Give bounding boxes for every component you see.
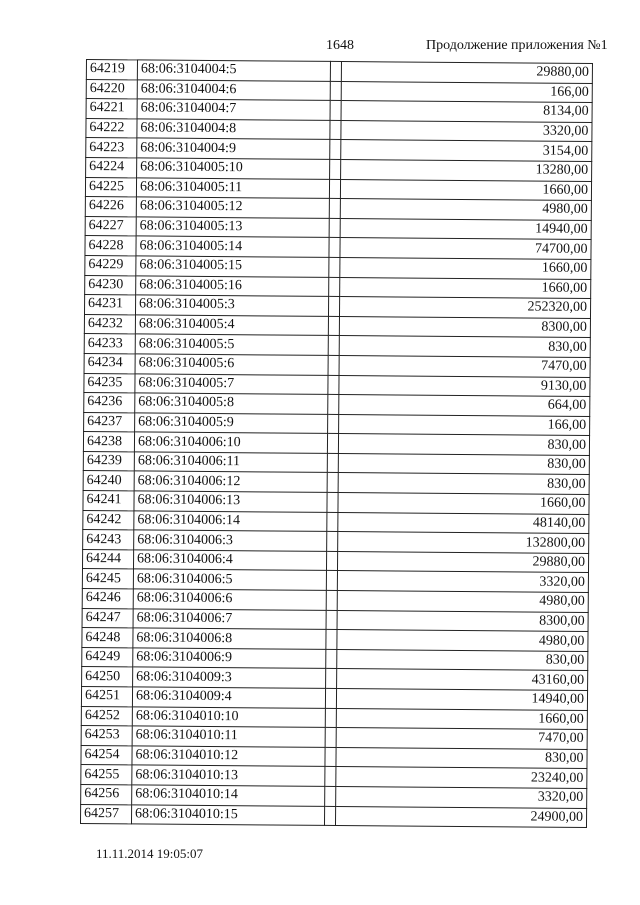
print-timestamp: 11.11.2014 19:05:07 [96, 846, 204, 861]
cadastral-number-cell: 68:06:3104006:7 [133, 609, 326, 630]
cadastral-number-cell: 68:06:3104010:12 [132, 746, 325, 767]
cadastral-number-cell: 68:06:3104005:11 [136, 177, 329, 198]
cadastral-number-cell: 68:06:3104005:10 [137, 158, 330, 179]
value-cell: 29880,00 [341, 62, 592, 84]
cadastral-value-table [80, 59, 593, 828]
cadastral-number-cell: 68:06:3104005:7 [135, 373, 328, 394]
spacer-cell [330, 81, 341, 101]
cadastral-number-cell: 68:06:3104006:8 [133, 628, 326, 649]
value-cell: 23240,00 [336, 767, 587, 789]
value-cell: 74700,00 [340, 238, 591, 260]
row-number-cell: 64257 [80, 804, 131, 824]
spacer-cell [330, 101, 341, 121]
row-number-cell: 64221 [86, 99, 137, 119]
spacer-cell [329, 257, 340, 277]
cadastral-number-cell: 68:06:3104004:5 [137, 60, 330, 81]
cadastral-number-cell: 68:06:3104004:7 [137, 99, 330, 120]
value-cell: 13280,00 [341, 159, 592, 181]
cadastral-number-cell: 68:06:3104006:5 [133, 569, 326, 590]
row-number-cell: 64224 [86, 157, 137, 177]
row-number-cell: 64220 [86, 79, 137, 99]
value-cell: 8300,00 [339, 316, 590, 338]
spacer-cell [327, 512, 338, 532]
spacer-cell [325, 767, 336, 787]
cadastral-number-cell: 68:06:3104005:9 [135, 413, 328, 434]
value-cell: 166,00 [339, 414, 590, 436]
cadastral-number-cell: 68:06:3104004:6 [137, 79, 330, 100]
row-number-cell: 64239 [83, 451, 134, 471]
value-cell: 1660,00 [340, 277, 591, 299]
spacer-cell [328, 316, 339, 336]
spacer-cell [330, 61, 341, 81]
row-number-cell: 64229 [85, 255, 136, 275]
value-cell: 132800,00 [338, 532, 589, 554]
value-cell: 830,00 [336, 747, 587, 769]
spacer-cell [328, 297, 339, 317]
spacer-cell [329, 199, 340, 219]
cadastral-number-cell: 68:06:3104005:5 [135, 334, 328, 355]
row-number-cell: 64230 [85, 275, 136, 295]
appendix-continuation-note: Продолжение приложения №1 [426, 38, 608, 53]
value-cell: 830,00 [338, 434, 589, 456]
spacer-cell [329, 277, 340, 297]
spacer-cell [325, 708, 336, 728]
spacer-cell [327, 434, 338, 454]
cadastral-number-cell: 68:06:3104006:12 [134, 471, 327, 492]
cadastral-number-cell: 68:06:3104006:3 [134, 530, 327, 551]
cadastral-number-cell: 68:06:3104010:14 [132, 785, 325, 806]
spacer-cell [328, 375, 339, 395]
cadastral-number-cell: 68:06:3104004:8 [137, 119, 330, 140]
cadastral-number-cell: 68:06:3104006:13 [134, 491, 327, 512]
spacer-cell [330, 140, 341, 160]
cadastral-number-cell: 68:06:3104005:14 [136, 236, 329, 257]
cadastral-number-cell: 68:06:3104006:4 [133, 550, 326, 571]
row-number-cell: 64255 [81, 765, 132, 785]
cadastral-number-cell: 68:06:3104010:15 [131, 804, 324, 825]
cadastral-number-cell: 68:06:3104009:4 [132, 687, 325, 708]
row-number-cell: 64236 [84, 393, 135, 413]
page-number: 1648 [326, 38, 354, 53]
spacer-cell [326, 669, 337, 689]
value-cell: 29880,00 [337, 551, 588, 573]
cadastral-number-cell: 68:06:3104006:10 [134, 432, 327, 453]
spacer-cell [326, 590, 337, 610]
value-cell: 830,00 [337, 649, 588, 671]
value-cell: 3320,00 [337, 571, 588, 593]
cadastral-number-cell: 68:06:3104005:12 [136, 197, 329, 218]
spacer-cell [327, 532, 338, 552]
value-cell: 1660,00 [338, 493, 589, 515]
spacer-cell [326, 649, 337, 669]
value-cell: 1660,00 [340, 257, 591, 279]
row-number-cell: 64241 [83, 491, 134, 511]
row-number-cell: 64247 [82, 608, 133, 628]
spacer-cell [325, 728, 336, 748]
row-number-cell: 64242 [83, 510, 134, 530]
cadastral-number-cell: 68:06:3104006:6 [133, 589, 326, 610]
row-number-cell: 64223 [86, 138, 137, 158]
value-cell: 166,00 [341, 81, 592, 103]
row-number-cell: 64248 [82, 628, 133, 648]
value-cell: 4980,00 [340, 199, 591, 221]
row-number-cell: 64233 [84, 334, 135, 354]
value-cell: 14940,00 [336, 688, 587, 710]
value-cell: 830,00 [338, 473, 589, 495]
cadastral-number-cell: 68:06:3104010:11 [132, 726, 325, 747]
value-cell: 24900,00 [335, 806, 586, 828]
value-cell: 4980,00 [337, 630, 588, 652]
cadastral-number-cell: 68:06:3104010:10 [132, 706, 325, 727]
spacer-cell [324, 806, 335, 826]
spacer-cell [327, 473, 338, 493]
row-number-cell: 64254 [81, 745, 132, 765]
value-cell: 8134,00 [341, 101, 592, 123]
row-number-cell: 64231 [84, 295, 135, 315]
spacer-cell [328, 414, 339, 434]
spacer-cell [325, 688, 336, 708]
row-number-cell: 64232 [84, 314, 135, 334]
spacer-cell [328, 336, 339, 356]
spacer-cell [327, 453, 338, 473]
cadastral-number-cell: 68:06:3104005:13 [136, 217, 329, 238]
spacer-cell [325, 747, 336, 767]
row-number-cell: 64235 [84, 373, 135, 393]
value-cell: 1660,00 [340, 179, 591, 201]
spacer-cell [330, 159, 341, 179]
row-number-cell: 64225 [85, 177, 136, 197]
value-cell: 7470,00 [336, 728, 587, 750]
row-number-cell: 64234 [84, 353, 135, 373]
value-cell: 830,00 [339, 336, 590, 358]
value-cell: 14940,00 [340, 218, 591, 240]
value-cell: 48140,00 [338, 512, 589, 534]
row-number-cell: 64243 [83, 530, 134, 550]
cadastral-number-cell: 68:06:3104009:3 [133, 667, 326, 688]
row-number-cell: 64240 [83, 471, 134, 491]
cadastral-number-cell: 68:06:3104005:15 [136, 256, 329, 277]
row-number-cell: 64252 [81, 706, 132, 726]
row-number-cell: 64245 [82, 569, 133, 589]
spacer-cell [326, 571, 337, 591]
row-number-cell: 64219 [86, 60, 137, 80]
row-number-cell: 64253 [81, 726, 132, 746]
row-number-cell: 64227 [85, 216, 136, 236]
table-body [80, 60, 592, 828]
cadastral-number-cell: 68:06:3104005:3 [135, 295, 328, 316]
cadastral-number-cell: 68:06:3104005:6 [135, 354, 328, 375]
value-cell: 9130,00 [339, 375, 590, 397]
spacer-cell [330, 120, 341, 140]
spacer-cell [326, 551, 337, 571]
table-row [80, 804, 586, 828]
value-cell: 830,00 [338, 453, 589, 475]
spacer-cell [325, 786, 336, 806]
spacer-cell [326, 630, 337, 650]
spacer-cell [329, 238, 340, 258]
spacer-cell [329, 179, 340, 199]
row-number-cell: 64237 [84, 412, 135, 432]
cadastral-number-cell: 68:06:3104010:13 [132, 765, 325, 786]
value-cell: 4980,00 [337, 591, 588, 613]
row-number-cell: 64250 [82, 667, 133, 687]
value-cell: 7470,00 [339, 355, 590, 377]
cadastral-number-cell: 68:06:3104005:8 [135, 393, 328, 414]
cadastral-number-cell: 68:06:3104004:9 [137, 138, 330, 159]
spacer-cell [327, 492, 338, 512]
value-cell: 43160,00 [337, 669, 588, 691]
cadastral-number-cell: 68:06:3104006:14 [134, 511, 327, 532]
value-cell: 664,00 [339, 395, 590, 417]
cadastral-number-cell: 68:06:3104005:16 [136, 275, 329, 296]
row-number-cell: 64246 [82, 589, 133, 609]
spacer-cell [328, 355, 339, 375]
row-number-cell: 64228 [85, 236, 136, 256]
row-number-cell: 64222 [86, 118, 137, 138]
row-number-cell: 64249 [82, 647, 133, 667]
cadastral-number-cell: 68:06:3104005:4 [135, 315, 328, 336]
row-number-cell: 64226 [85, 197, 136, 217]
row-number-cell: 64256 [81, 784, 132, 804]
row-number-cell: 64244 [82, 549, 133, 569]
value-cell: 252320,00 [339, 297, 590, 319]
spacer-cell [329, 218, 340, 238]
cadastral-number-cell: 68:06:3104006:11 [134, 452, 327, 473]
value-cell: 3154,00 [341, 140, 592, 162]
value-cell: 3320,00 [341, 120, 592, 142]
spacer-cell [328, 395, 339, 415]
spacer-cell [326, 610, 337, 630]
row-number-cell: 64238 [83, 432, 134, 452]
value-cell: 3320,00 [336, 786, 587, 808]
cadastral-number-cell: 68:06:3104006:9 [133, 648, 326, 669]
row-number-cell: 64251 [81, 686, 132, 706]
value-cell: 1660,00 [336, 708, 587, 730]
value-cell: 8300,00 [337, 610, 588, 632]
